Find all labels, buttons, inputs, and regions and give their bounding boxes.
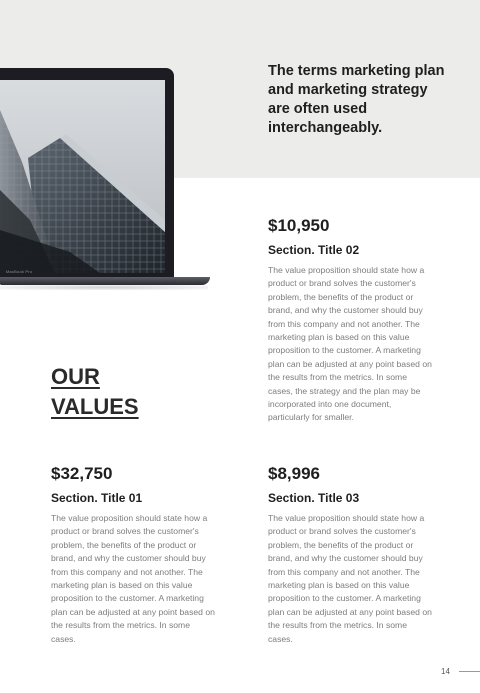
laptop-base xyxy=(0,277,210,285)
laptop-image xyxy=(0,68,210,290)
section-03-title: Section. Title 03 xyxy=(268,491,360,505)
intro-text: The terms marketing plan and marketing strategy are often used interchangeably. xyxy=(268,63,445,136)
laptop-shadow xyxy=(0,285,208,290)
section-01-body: The value proposition should state how a product or brand solves the customer's problem, the benefits of the product or brand, and why the customer should buy from this company and not another. The marketing plan is based on this value proposition to the customer. A marketing plan can be adjusted at any point based on the results from the metrics. In some cases. xyxy=(51,513,215,644)
laptop-screen-photo xyxy=(0,80,165,273)
section-01-price: $32,750 xyxy=(51,464,113,483)
laptop-brand-label: MacBook Pro xyxy=(6,269,33,274)
values-heading-line1: OUR xyxy=(51,364,100,389)
section-01-title: Section. Title 01 xyxy=(51,491,143,505)
section-02-body: The value proposition should state how a product or brand solves the customer's problem, the benefits of the product or brand, and why the customer should buy from this company and not another. The marketing plan is based on this value proposition to the customer. A marketing plan can be adjusted at any point based on the results from the metrics. In some cases, the strategy and the plan may be incorporated into one document, particularly for smaller. xyxy=(268,265,432,423)
section-03-price: $8,996 xyxy=(268,464,320,483)
section-03-body: The value proposition should state how a product or brand solves the customer's problem, the benefits of the product or brand, and why the customer should buy from this company and not another. The marketing plan is based on this value proposition to the customer. A marketing plan can be adjusted at any point based on the results from the metrics. In some cases. xyxy=(268,513,432,644)
page-number-rule xyxy=(459,671,480,672)
skyscraper-photo xyxy=(0,80,165,273)
section-02-price: $10,950 xyxy=(268,216,330,235)
section-02-title: Section. Title 02 xyxy=(268,243,360,257)
page-number: 14 xyxy=(441,667,450,676)
values-heading-line2: VALUES xyxy=(51,394,139,419)
our-values-heading xyxy=(51,362,139,422)
